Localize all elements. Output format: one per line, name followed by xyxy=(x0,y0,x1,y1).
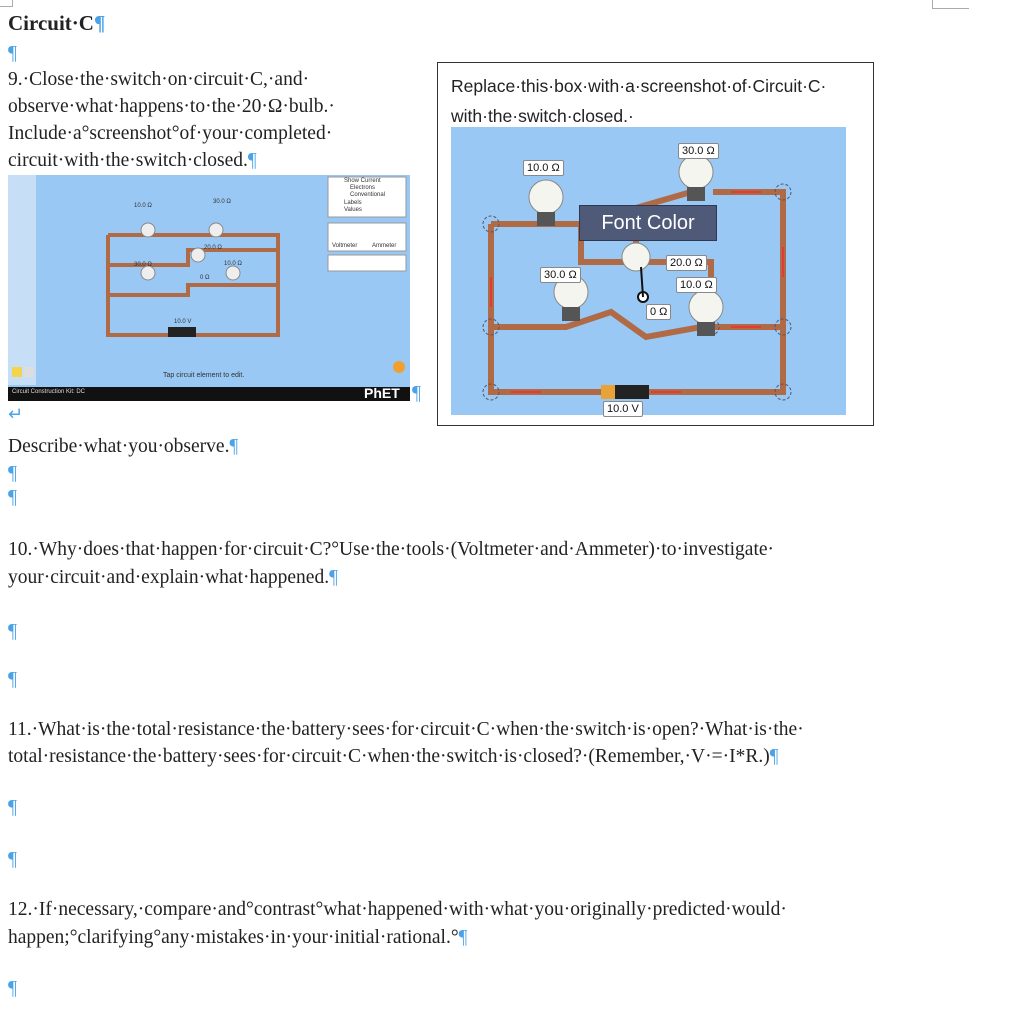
resistance-label: 10.0 Ω xyxy=(523,160,564,176)
resistance-label: 10.0 Ω xyxy=(134,203,152,209)
pilcrow: ¶ xyxy=(412,382,422,404)
q9-line: Include·a°screenshot°of·your·completed· xyxy=(8,123,333,144)
q9-line: 9.·Close·the·switch·on·circuit·C,·and· xyxy=(8,69,310,90)
q12-line-text: happen;°clarifying°any·mistakes·in·your·initial·rational.° xyxy=(8,927,459,948)
wire xyxy=(108,285,278,295)
bulb xyxy=(226,266,240,280)
pilcrow: ¶ xyxy=(458,927,468,948)
textbox-line: with·the·switch·closed.· xyxy=(451,106,634,126)
pilcrow: ¶ xyxy=(229,436,239,457)
q9-line: observe·what·happens·to·the·20·Ω·bulb.· xyxy=(8,96,335,117)
pilcrow: ¶ xyxy=(8,977,18,999)
bulbs xyxy=(529,155,723,336)
resistance-label: 30.0 Ω xyxy=(213,199,231,205)
tools-panel[interactable] xyxy=(328,255,406,271)
pilcrow: ¶ xyxy=(769,746,779,767)
pilcrow: ¶ xyxy=(247,150,257,171)
describe-text: Describe·what·you·observe. xyxy=(8,436,230,457)
page-corner-mark-left xyxy=(0,0,13,7)
pilcrow: ¶ xyxy=(8,796,18,818)
bulb xyxy=(191,248,205,262)
textbox-instructions xyxy=(451,71,826,131)
q10-line-text: your·circuit·and·explain·what·happened. xyxy=(8,567,330,588)
return-icon: ↵ xyxy=(8,404,24,424)
bulb-base xyxy=(687,187,705,201)
wire xyxy=(491,312,783,337)
option-conventional[interactable]: Conventional xyxy=(350,192,386,198)
describe-line xyxy=(8,433,238,460)
pilcrow: ¶ xyxy=(8,42,18,64)
resistance-label: 30.0 Ω xyxy=(540,267,581,283)
resistance-label: 10.0 Ω xyxy=(676,277,717,293)
zoom-out-icon[interactable] xyxy=(24,367,34,377)
tool-voltmeter[interactable]: Voltmeter xyxy=(332,243,358,249)
option-labels[interactable]: Labels xyxy=(344,200,362,206)
q9-line xyxy=(8,147,257,174)
q9-line-text: circuit·with·the·switch·closed. xyxy=(8,150,248,171)
pilcrow: ¶ xyxy=(8,668,18,690)
q12-line xyxy=(8,924,467,951)
q11-line: 11.·What·is·the·total·resistance·the·battery·sees·for·circuit·C·when·the·switch·is·open?·What·is·the· xyxy=(8,719,804,740)
pilcrow: ¶ xyxy=(8,486,18,508)
large-sim-screenshot[interactable] xyxy=(451,127,846,415)
bulb-base xyxy=(697,322,715,336)
bulb xyxy=(141,223,155,237)
q10-line: 10.·Why·does·that·happen·for·circuit·C?°Use·the·tools·(Voltmeter·and·Ammeter)·to·investigate· xyxy=(8,539,775,560)
battery xyxy=(168,327,196,337)
q11-line xyxy=(8,743,779,770)
switch-resistance-label: 0 Ω xyxy=(200,275,210,281)
q10-line xyxy=(8,564,338,591)
zoom-in-icon[interactable] xyxy=(12,367,22,377)
bulb xyxy=(209,223,223,237)
resistance-label: 30.0 Ω xyxy=(134,262,152,268)
option-show-current[interactable]: Show Current xyxy=(344,178,381,184)
sim-title: Circuit Construction Kit: DC xyxy=(12,389,86,395)
heading-text: Circuit·C xyxy=(8,11,94,35)
tap-hint: Tap circuit element to edit. xyxy=(163,372,245,379)
font-color-tooltip: Font Color xyxy=(579,205,717,241)
battery-voltage-label: 10.0 V xyxy=(174,319,192,325)
resistance-label: 20.0 Ω xyxy=(666,255,707,271)
bulb xyxy=(689,290,723,324)
option-values[interactable]: Values xyxy=(344,207,362,213)
pilcrow: ¶ xyxy=(8,620,18,642)
bulb xyxy=(622,243,650,271)
heading xyxy=(8,10,105,37)
bulb xyxy=(141,266,155,280)
battery-terminal xyxy=(601,385,615,399)
option-electrons[interactable]: Electrons xyxy=(350,185,376,191)
page-corner-mark-right xyxy=(932,0,969,9)
q12-line: 12.·If·necessary,·compare·and°contrast°what·happened·with·what·you·originally·predicted·would· xyxy=(8,899,787,920)
small-sim-screenshot[interactable] xyxy=(8,175,410,401)
bulb xyxy=(679,155,713,189)
bulb-base xyxy=(537,212,555,226)
resistance-label: 10.0 Ω xyxy=(224,261,242,267)
tool-ammeter[interactable]: Ammeter xyxy=(372,243,397,249)
pilcrow: ¶ xyxy=(329,567,338,588)
pilcrow: ¶ xyxy=(93,11,106,35)
pilcrow: ¶ xyxy=(8,848,18,870)
resistance-label: 30.0 Ω xyxy=(678,143,719,159)
resistance-label: 20.0 Ω xyxy=(204,245,222,251)
q11-line-text: total·resistance·the·battery·sees·for·circuit·C·when·the·switch·is·closed?·(Remember,·V·=·I*R.) xyxy=(8,746,770,767)
pilcrow: ¶ xyxy=(8,462,18,484)
bulb-base xyxy=(562,307,580,321)
reset-icon[interactable] xyxy=(393,361,405,373)
battery-voltage-label: 10.0 V xyxy=(603,401,643,417)
phet-logo[interactable]: PhET xyxy=(364,385,400,401)
bulb xyxy=(529,180,563,214)
large-circuit-graphic xyxy=(451,127,846,415)
switch-resistance-label: 0 Ω xyxy=(646,304,671,320)
textbox-line: Replace·this·box·with·a·screenshot·of·Circuit·C· xyxy=(451,76,827,96)
component-palette xyxy=(8,175,36,385)
